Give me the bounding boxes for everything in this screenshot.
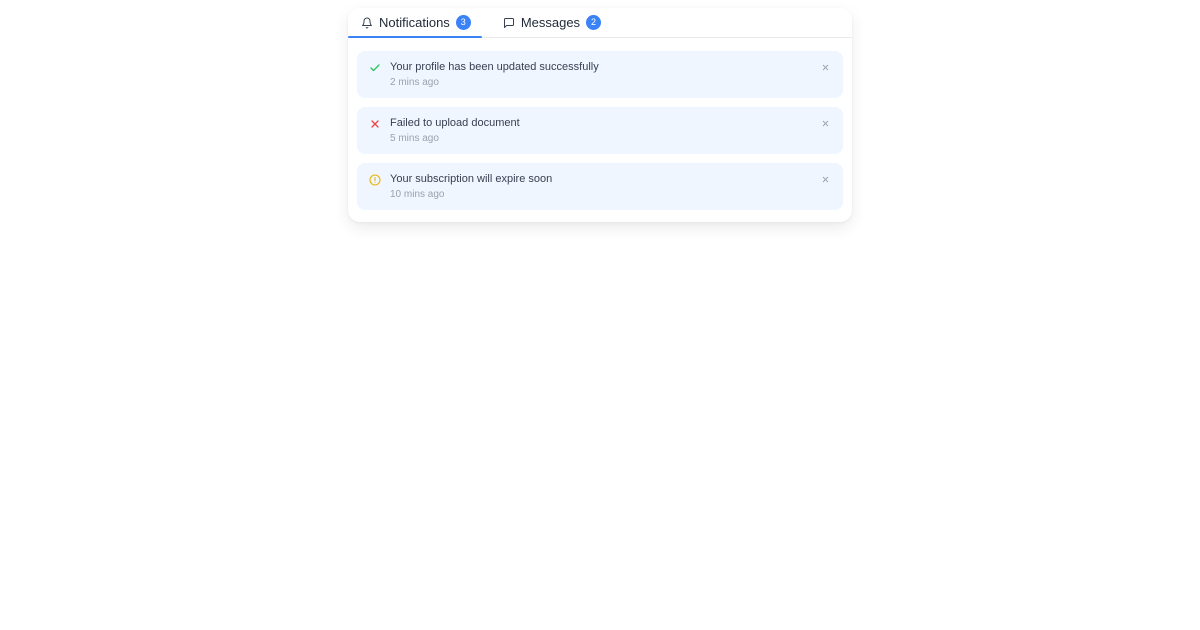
notification-title: Your profile has been updated successfully (390, 61, 599, 73)
dismiss-notification-button[interactable] (820, 62, 831, 73)
dismiss-notification-button[interactable] (820, 118, 831, 129)
notifications-count-badge: 3 (456, 15, 471, 30)
notification-content (390, 61, 811, 89)
notification-timestamp: 10 mins ago (390, 189, 445, 200)
notification-list (348, 38, 852, 222)
close-icon (821, 175, 830, 184)
tab-messages[interactable] (490, 8, 612, 37)
close-icon (821, 63, 830, 72)
bell-icon (361, 17, 373, 29)
notification-content (390, 173, 811, 201)
check-icon (369, 62, 381, 74)
notification-timestamp: 5 mins ago (390, 133, 439, 144)
tab-notifications-label: Notifications (379, 15, 450, 30)
close-icon (821, 119, 830, 128)
notification-title: Your subscription will expire soon (390, 173, 553, 185)
notification-content (390, 117, 811, 145)
notification-item-warning (357, 163, 843, 210)
dismiss-notification-button[interactable] (820, 174, 831, 185)
x-icon (369, 118, 381, 130)
notification-item-success (357, 51, 843, 98)
notification-item-error (357, 107, 843, 154)
tab-messages-label: Messages (520, 15, 581, 30)
tab-notifications[interactable] (348, 8, 482, 37)
message-square-icon (503, 17, 515, 29)
notifications-panel (348, 8, 852, 222)
messages-count-badge: 2 (586, 15, 601, 30)
notification-timestamp: 2 mins ago (390, 77, 439, 88)
notification-title: Failed to upload document (390, 117, 520, 129)
tab-bar (348, 8, 852, 38)
alert-circle-icon (369, 174, 381, 186)
